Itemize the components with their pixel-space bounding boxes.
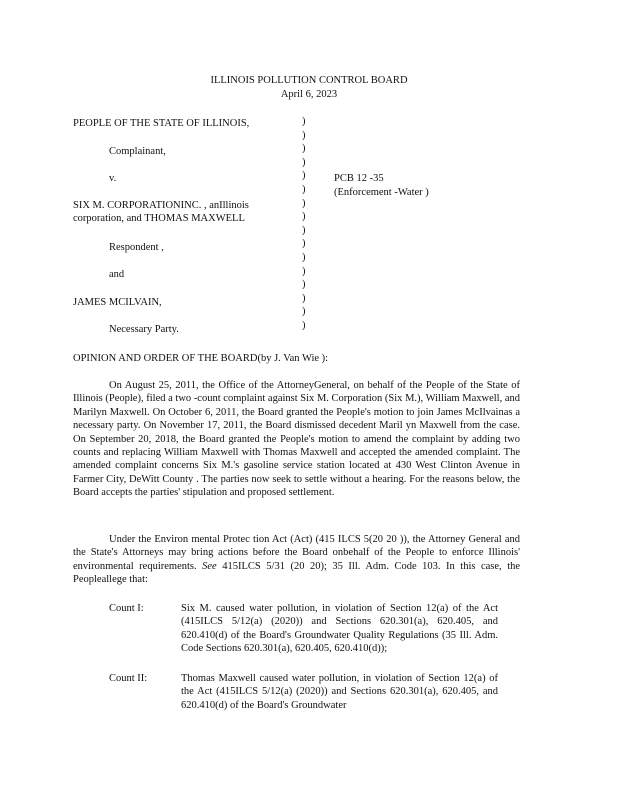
necessary-party-name: JAMES MCILVAIN, [73,297,162,308]
respondent-role: Respondent , [109,242,164,253]
procedural-history-paragraph: On August 25, 2011, the Office of the AttorneyGeneral, on behalf of the People of the State of Illinois (People), filed a two -count complaint against Six M. Corporation (Six M.), William Maxwell, and Marilyn Maxwell. On October 6, 2011, the Board granted the People's motion to join James McIlvainas a necessary party. On November 17, 2011, the Board dismissed decedent Maril yn Maxwell from the case. On September 20, 2018, the Board granted the People's motion to amend the complaint by adding two counts and replacing William Maxwell with Thomas Maxwell and accepted the amended complaint. The amended complaint concerns Six M.'s gasoline service station located at 430 West Clinton Avenue in Farmer City, DeWitt County . The parties now seek to settle without a hearing. For the reasons below, the Board accepts the parties' stipulation and proposed settlement. [73,380,520,499]
count-1-label: Count I: [109,603,144,614]
authority-paragraph: Under the Environ mental Protec tion Act (Act) (415 ILCS 5(20 20 )), the Attorney General and the State's Attorneys may bring actions before the Board onbehalf of the People to enforce Illinois' environmental requirements. See 415ILCS 5/31 (20 20); 35 Ill. Adm. Code 103. In this case, the Peopleallege that: [73,534,521,586]
case-type: (Enforcement -Water ) [334,187,429,198]
defendant-line-1: SIX M. CORPORATIONINC. , anIllinois [73,200,249,211]
see-signal: See [202,560,217,572]
count-2-text: Thomas Maxwell caused water pollution, in violation of Section 12(a) of the Act (415ILCS 5/12(a) (2020)) and Sections 620.301(a), 620.405, and 620.410(d) of the Board's Groundwater [181,673,498,711]
order-date: April 6, 2023 [280,89,338,100]
caption-paren-column: ) ) ) ) ) ) ) ) ) ) ) ) ) ) ) ) [302,116,306,331]
defendant-line-2: corporation, and THOMAS MAXWELL [73,213,245,224]
plaintiff-name: PEOPLE OF THE STATE OF ILLINOIS, [73,118,250,129]
opinion-heading: OPINION AND ORDER OF THE BOARD(by J. Van Wie ): [73,353,329,364]
case-number: PCB 12 -35 [334,173,384,184]
agency-title: ILLINOIS POLLUTION CONTROL BOARD [210,75,408,86]
count-2-label: Count II: [109,673,148,684]
necessary-party-role: Necessary Party. [109,324,179,335]
and-label: and [109,269,125,280]
count-1-text: Six M. caused water pollution, in violation of Section 12(a) of the Act (415ILCS 5/12(a) (2020)) and Sections 620.301(a), 620.405, and 620.410(d) of the Board's Groundwater Quality Regulations (35 Ill. Adm. Code Sections 620.301(a), 620.405, 620.410(d)); [181,603,498,655]
complainant-role: Complainant, [109,146,166,157]
versus-label: v. [109,173,117,184]
